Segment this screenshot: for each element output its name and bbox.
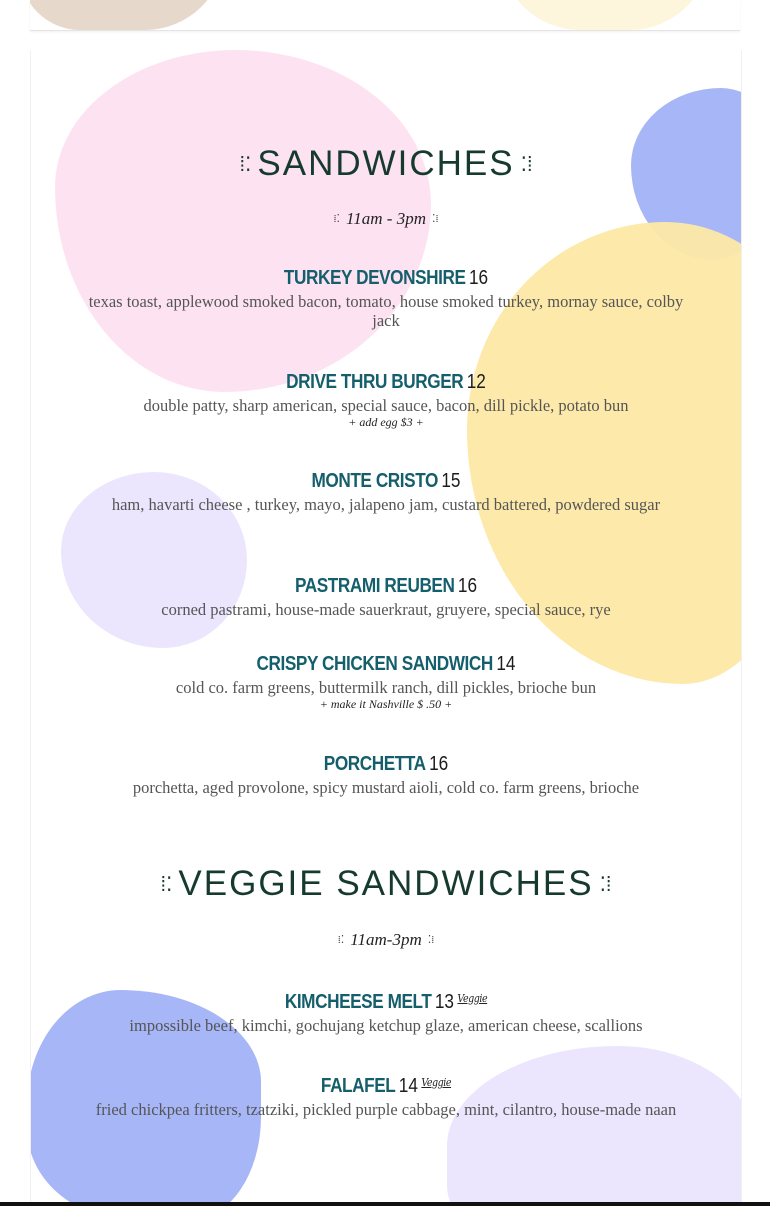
item-addon: + make it Nashville $ .50 + (319, 697, 453, 711)
cream-blob (500, 0, 710, 30)
item-price: 15 (441, 470, 461, 492)
menu-item-pastrami-reuben (31, 574, 741, 619)
previous-menu-card-edge (30, 0, 740, 31)
item-description: impossible beef, kimchi, gochujang ketchup glaze, american cheese, scallions (129, 1016, 643, 1035)
item-price: 13 (434, 991, 454, 1013)
item-description: porchetta, aged provolone, spicy mustard aioli, cold co. farm greens, brioche (132, 778, 640, 797)
section-title-text: SANDWICHES (257, 144, 515, 183)
hours-text: 11am - 3pm (346, 209, 426, 228)
item-name: FALAFEL 14 $^{Veggie}$ (320, 1075, 452, 1097)
dot-ornament-left-icon: ⁞⁚ (333, 213, 341, 225)
item-name: PASTRAMI REUBEN 16 (294, 575, 478, 597)
menu-item-monte-cristo (31, 469, 741, 514)
menu-item-falafel (31, 1071, 741, 1119)
dot-ornament-right-icon: ⁚⁞ (599, 874, 612, 896)
item-description: texas toast, applewood smoked bacon, tomato, house smoked turkey, mornay sauce, colby jack (88, 292, 684, 330)
dot-ornament-left-icon: ⁞⁚ (239, 154, 252, 176)
veggie-tag: Veggie (421, 1076, 452, 1089)
menu-item-kimcheese-melt (31, 987, 741, 1035)
item-addon: + add egg $3 + (348, 415, 424, 429)
item-name: PORCHETTA 16 (323, 753, 449, 775)
veggie-tag: Veggie (457, 992, 488, 1005)
item-price: 16 (429, 753, 449, 775)
item-name: TURKEY DEVONSHIRE 16 (283, 267, 489, 289)
menu-item-turkey-devonshire (31, 266, 741, 330)
item-price: 16 (457, 575, 478, 597)
dot-ornament-left-icon: ⁞⁚ (160, 874, 173, 896)
item-name: DRIVE THRU BURGER 12 (286, 371, 486, 393)
item-description: double patty, sharp american, special sauce, bacon, dill pickle, potato bun (143, 396, 629, 415)
section-hours-veggie (31, 930, 741, 950)
menu-content (31, 50, 741, 1206)
section-title-text: VEGGIE SANDWICHES (178, 864, 594, 903)
dot-ornament-right-icon: ⁚⁞ (431, 213, 439, 225)
item-price: 16 (468, 267, 489, 289)
item-description: ham, havarti cheese , turkey, mayo, jalapeno jam, custard battered, powdered sugar (111, 495, 661, 514)
section-title-sandwiches (31, 144, 741, 185)
item-description: fried chickpea fritters, tzatziki, pickled purple cabbage, mint, cilantro, house-made naan (95, 1100, 677, 1119)
section-title-veggie-sandwiches (31, 864, 741, 905)
item-price: 14 (496, 653, 516, 675)
hours-text: 11am-3pm (350, 930, 422, 949)
menu-card (30, 50, 742, 1206)
section-hours-sandwiches (31, 209, 741, 229)
item-name: CRISPY CHICKEN SANDWICH 14 (256, 653, 516, 675)
dot-ornament-left-icon: ⁞⁚ (337, 934, 345, 946)
item-name: MONTE CRISTO 15 (311, 470, 461, 492)
tan-blob (30, 0, 225, 30)
menu-item-crispy-chicken-sandwich (31, 652, 741, 711)
menu-item-porchetta (31, 752, 741, 797)
item-price: 14 (398, 1075, 418, 1097)
item-name: KIMCHEESE MELT 13 $^{Veggie}$ (284, 991, 488, 1013)
item-price: 12 (466, 371, 486, 393)
item-description: cold co. farm greens, buttermilk ranch, dill pickles, brioche bun (175, 678, 597, 697)
menu-item-drive-thru-burger (31, 370, 741, 429)
dot-ornament-right-icon: ⁚⁞ (427, 934, 435, 946)
bottom-edge-bar (0, 1202, 770, 1206)
item-description: corned pastrami, house-made sauerkraut, gruyere, special sauce, rye (161, 600, 611, 619)
dot-ornament-right-icon: ⁚⁞ (520, 154, 533, 176)
